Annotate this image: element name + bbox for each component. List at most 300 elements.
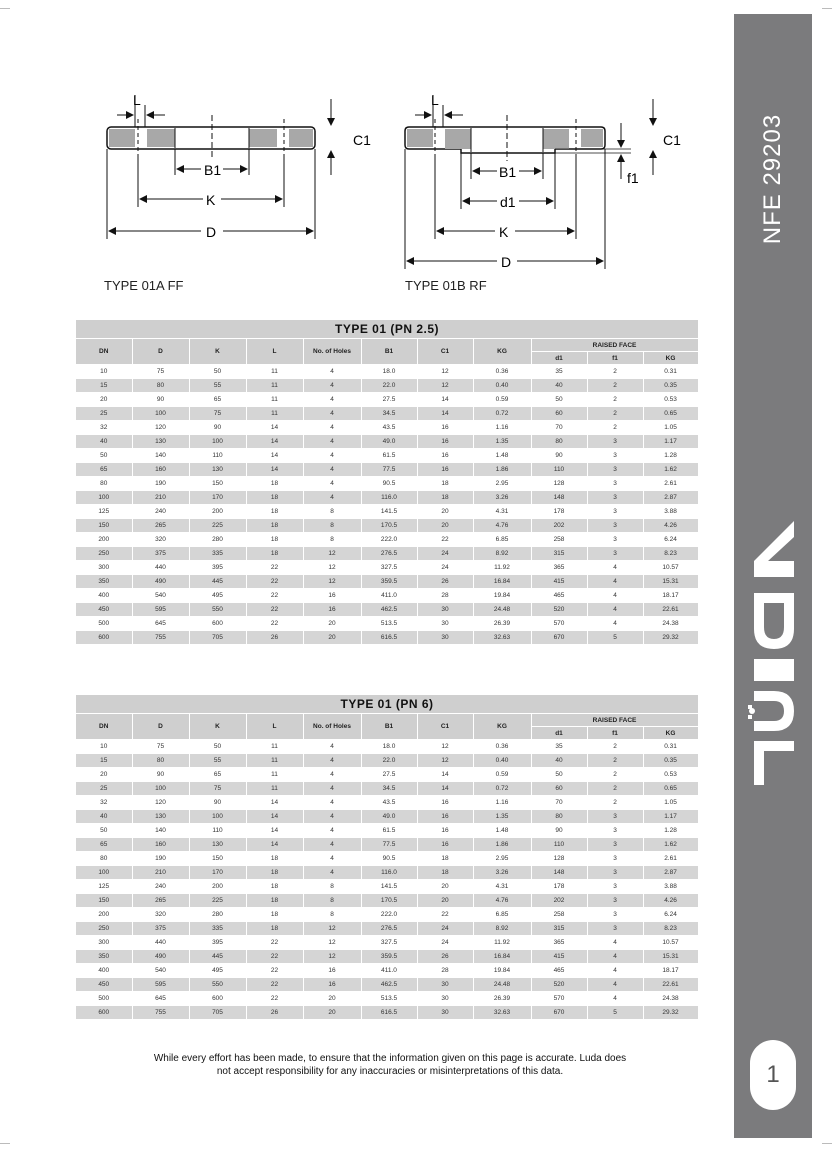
table-cell: 34.5 bbox=[361, 407, 417, 421]
table-cell: 16 bbox=[417, 463, 473, 477]
table-cell: 18 bbox=[417, 477, 473, 491]
col-header: d1 bbox=[531, 727, 587, 740]
table-cell: 18 bbox=[246, 866, 303, 880]
table-cell: 225 bbox=[189, 894, 246, 908]
table-cell: 1.35 bbox=[473, 435, 531, 449]
table-cell: 16 bbox=[417, 810, 473, 824]
table-cell: 8 bbox=[303, 533, 361, 547]
table-cell: 8 bbox=[303, 519, 361, 533]
table-cell: 10.57 bbox=[643, 561, 698, 575]
table-cell: 18 bbox=[417, 491, 473, 505]
table-cell: 19.84 bbox=[473, 589, 531, 603]
table-cell: 222.0 bbox=[361, 533, 417, 547]
table-cell: 100 bbox=[76, 491, 132, 505]
table-cell: 16 bbox=[417, 796, 473, 810]
table-cell: 2 bbox=[587, 365, 643, 379]
svg-text:D: D bbox=[206, 224, 217, 240]
table-cell: 570 bbox=[531, 992, 587, 1006]
table-cell: 100 bbox=[132, 782, 189, 796]
table-row bbox=[76, 519, 698, 533]
table-cell: 3 bbox=[587, 866, 643, 880]
table-cell: 100 bbox=[189, 810, 246, 824]
table-cell: 100 bbox=[76, 866, 132, 880]
table-cell: 26 bbox=[417, 575, 473, 589]
table-cell: 222.0 bbox=[361, 908, 417, 922]
table-cell: 3.88 bbox=[643, 880, 698, 894]
table-cell: 3 bbox=[587, 810, 643, 824]
svg-text:D: D bbox=[501, 254, 512, 270]
table-row bbox=[76, 477, 698, 491]
table-cell: 18 bbox=[417, 866, 473, 880]
table-cell: 22.61 bbox=[643, 603, 698, 617]
table-row bbox=[76, 575, 698, 589]
table-cell: 0.35 bbox=[643, 379, 698, 393]
table-cell: 4 bbox=[303, 491, 361, 505]
table-cell: 250 bbox=[76, 547, 132, 561]
table-cell: 190 bbox=[132, 852, 189, 866]
table-cell: 2.95 bbox=[473, 477, 531, 491]
table-cell: 40 bbox=[531, 379, 587, 393]
table-cell: 4.31 bbox=[473, 505, 531, 519]
table-cell: 116.0 bbox=[361, 866, 417, 880]
table-cell: 645 bbox=[132, 617, 189, 631]
table-cell: 141.5 bbox=[361, 505, 417, 519]
table-row bbox=[76, 533, 698, 547]
table-cell: 500 bbox=[76, 617, 132, 631]
table-cell: 14 bbox=[246, 463, 303, 477]
table-cell: 20 bbox=[303, 631, 361, 645]
col-header: KG bbox=[643, 352, 698, 365]
table-cell: 2 bbox=[587, 782, 643, 796]
table-cell: 11 bbox=[246, 782, 303, 796]
table-cell: 50 bbox=[76, 824, 132, 838]
table-row bbox=[76, 421, 698, 435]
table-cell: 365 bbox=[531, 561, 587, 575]
table-row bbox=[76, 617, 698, 631]
table-cell: 12 bbox=[417, 740, 473, 754]
table-cell: 0.72 bbox=[473, 407, 531, 421]
svg-text:K: K bbox=[206, 192, 216, 208]
table-cell: 11 bbox=[246, 768, 303, 782]
table-cell: 670 bbox=[531, 631, 587, 645]
table-cell: 160 bbox=[132, 463, 189, 477]
table-row bbox=[76, 894, 698, 908]
table-cell: 12 bbox=[303, 922, 361, 936]
table-cell: 16 bbox=[303, 964, 361, 978]
table-cell: 16 bbox=[417, 824, 473, 838]
table-row bbox=[76, 992, 698, 1006]
table-cell: 3 bbox=[587, 908, 643, 922]
table-cell: 365 bbox=[531, 936, 587, 950]
table-cell: 202 bbox=[531, 894, 587, 908]
table-title: TYPE 01 (PN 6) bbox=[76, 695, 698, 714]
table-cell: 25 bbox=[76, 782, 132, 796]
table-cell: 8 bbox=[303, 894, 361, 908]
disclaimer-line: While every effort has been made, to ensure that the information given on this page is accurate. Luda does bbox=[153, 1053, 627, 1064]
table-cell: 6.24 bbox=[643, 533, 698, 547]
table-cell: 24.48 bbox=[473, 978, 531, 992]
table-cell: 26 bbox=[246, 1006, 303, 1020]
table-cell: 3 bbox=[587, 824, 643, 838]
table-cell: 4 bbox=[303, 866, 361, 880]
table-cell: 4 bbox=[587, 575, 643, 589]
table-cell: 18 bbox=[246, 922, 303, 936]
table-cell: 22 bbox=[246, 950, 303, 964]
col-header: KG bbox=[473, 339, 531, 365]
table-row bbox=[76, 768, 698, 782]
table-cell: 450 bbox=[76, 603, 132, 617]
table-cell: 1.16 bbox=[473, 421, 531, 435]
table-row bbox=[76, 852, 698, 866]
svg-text:K: K bbox=[499, 224, 509, 240]
table-cell: 32 bbox=[76, 421, 132, 435]
table-row bbox=[76, 866, 698, 880]
table-cell: 4 bbox=[303, 782, 361, 796]
table-cell: 12 bbox=[303, 936, 361, 950]
table-cell: 20 bbox=[417, 519, 473, 533]
table-cell: 705 bbox=[189, 631, 246, 645]
table-cell: 11 bbox=[246, 379, 303, 393]
table-cell: 411.0 bbox=[361, 589, 417, 603]
table-cell: 513.5 bbox=[361, 992, 417, 1006]
table-cell: 1.86 bbox=[473, 463, 531, 477]
table-cell: 4 bbox=[303, 740, 361, 754]
table-cell: 18 bbox=[246, 477, 303, 491]
table-cell: 80 bbox=[132, 379, 189, 393]
table-cell: 3 bbox=[587, 852, 643, 866]
table-cell: 3 bbox=[587, 435, 643, 449]
table-cell: 18 bbox=[246, 533, 303, 547]
table-cell: 11 bbox=[246, 393, 303, 407]
table-cell: 22.61 bbox=[643, 978, 698, 992]
table-cell: 4 bbox=[303, 754, 361, 768]
table-cell: 1.05 bbox=[643, 796, 698, 810]
table-cell: 18 bbox=[417, 852, 473, 866]
table-cell: 130 bbox=[189, 838, 246, 852]
col-header: K bbox=[189, 339, 246, 365]
table-cell: 80 bbox=[531, 435, 587, 449]
table-cell: 75 bbox=[132, 740, 189, 754]
table-cell: 20 bbox=[76, 393, 132, 407]
table-cell: 4.76 bbox=[473, 894, 531, 908]
table-cell: 18.17 bbox=[643, 964, 698, 978]
table-cell: 90 bbox=[189, 421, 246, 435]
table-cell: 2 bbox=[587, 407, 643, 421]
table-cell: 2.61 bbox=[643, 477, 698, 491]
col-header: f1 bbox=[587, 352, 643, 365]
table-cell: 43.5 bbox=[361, 796, 417, 810]
table-cell: 315 bbox=[531, 922, 587, 936]
table-cell: 140 bbox=[132, 449, 189, 463]
table-cell: 4 bbox=[303, 393, 361, 407]
table-cell: 8.23 bbox=[643, 922, 698, 936]
table-cell: 150 bbox=[76, 519, 132, 533]
table-cell: 28 bbox=[417, 589, 473, 603]
table-cell: 150 bbox=[76, 894, 132, 908]
table-cell: 8.92 bbox=[473, 547, 531, 561]
crop-mark bbox=[0, 8, 10, 9]
table-cell: 40 bbox=[76, 435, 132, 449]
table-cell: 24 bbox=[417, 547, 473, 561]
table-cell: 12 bbox=[303, 575, 361, 589]
table-cell: 22 bbox=[246, 603, 303, 617]
table-cell: 8 bbox=[303, 908, 361, 922]
table-cell: 2 bbox=[587, 379, 643, 393]
table-cell: 14 bbox=[246, 838, 303, 852]
table-cell: 335 bbox=[189, 547, 246, 561]
table-cell: 70 bbox=[531, 796, 587, 810]
type-01a-label: TYPE 01A FF bbox=[104, 278, 184, 293]
table-cell: 4 bbox=[303, 379, 361, 393]
table-cell: 350 bbox=[76, 575, 132, 589]
table-cell: 250 bbox=[76, 922, 132, 936]
table-row bbox=[76, 589, 698, 603]
table-row bbox=[76, 908, 698, 922]
table-cell: 415 bbox=[531, 950, 587, 964]
table-cell: 32 bbox=[76, 796, 132, 810]
table-cell: 4 bbox=[303, 435, 361, 449]
table-cell: 14 bbox=[246, 824, 303, 838]
table-row bbox=[76, 393, 698, 407]
table-cell: 520 bbox=[531, 603, 587, 617]
svg-text:L: L bbox=[431, 92, 439, 108]
table-cell: 60 bbox=[531, 407, 587, 421]
disclaimer bbox=[130, 1052, 650, 1078]
table-cell: 2 bbox=[587, 740, 643, 754]
table-title: TYPE 01 (PN 2.5) bbox=[76, 320, 698, 339]
table-cell: 0.40 bbox=[473, 379, 531, 393]
table-cell: 490 bbox=[132, 950, 189, 964]
table-cell: 300 bbox=[76, 561, 132, 575]
table-cell: 90.5 bbox=[361, 477, 417, 491]
table-cell: 6.85 bbox=[473, 908, 531, 922]
table-cell: 40 bbox=[531, 754, 587, 768]
table-cell: 24.38 bbox=[643, 617, 698, 631]
table-cell: 22 bbox=[246, 992, 303, 1006]
table-cell: 4 bbox=[587, 617, 643, 631]
table-cell: 400 bbox=[76, 964, 132, 978]
standard-title bbox=[734, 14, 812, 264]
table-cell: 3 bbox=[587, 547, 643, 561]
table-cell: 4 bbox=[303, 838, 361, 852]
table-cell: 22 bbox=[246, 589, 303, 603]
table-cell: 30 bbox=[417, 978, 473, 992]
table-cell: 75 bbox=[132, 365, 189, 379]
table-cell: 280 bbox=[189, 908, 246, 922]
table-cell: 12 bbox=[303, 547, 361, 561]
table-cell: 2.61 bbox=[643, 852, 698, 866]
table-cell: 350 bbox=[76, 950, 132, 964]
table-cell: 116.0 bbox=[361, 491, 417, 505]
table-cell: 200 bbox=[189, 505, 246, 519]
table-cell: 30 bbox=[417, 992, 473, 1006]
table-cell: 258 bbox=[531, 533, 587, 547]
table-cell: 3 bbox=[587, 533, 643, 547]
table-cell: 4 bbox=[303, 449, 361, 463]
luda-logo bbox=[748, 496, 800, 789]
table-cell: 645 bbox=[132, 992, 189, 1006]
table-cell: 30 bbox=[417, 1006, 473, 1020]
table-cell: 2.95 bbox=[473, 852, 531, 866]
table-cell: 49.0 bbox=[361, 810, 417, 824]
table-cell: 15.31 bbox=[643, 950, 698, 964]
logo-text: LÜDA bbox=[748, 496, 791, 513]
table-cell: 395 bbox=[189, 936, 246, 950]
table-cell: 25 bbox=[76, 407, 132, 421]
table-cell: 50 bbox=[531, 393, 587, 407]
table-cell: 600 bbox=[189, 617, 246, 631]
table-cell: 465 bbox=[531, 589, 587, 603]
table-cell: 4 bbox=[587, 950, 643, 964]
type-01b-label: TYPE 01B RF bbox=[405, 278, 487, 293]
table-cell: 90 bbox=[531, 824, 587, 838]
table-row bbox=[76, 547, 698, 561]
table-cell: 3 bbox=[587, 894, 643, 908]
table-cell: 148 bbox=[531, 866, 587, 880]
table-cell: 225 bbox=[189, 519, 246, 533]
table-cell: 411.0 bbox=[361, 964, 417, 978]
table-cell: 160 bbox=[132, 838, 189, 852]
table-cell: 4.26 bbox=[643, 894, 698, 908]
table-cell: 400 bbox=[76, 589, 132, 603]
table-cell: 2 bbox=[587, 393, 643, 407]
table-cell: 16.84 bbox=[473, 950, 531, 964]
table-cell: 75 bbox=[189, 407, 246, 421]
table-cell: 5 bbox=[587, 1006, 643, 1020]
standard-title-text: NFE 29203 bbox=[759, 113, 786, 245]
table-cell: 375 bbox=[132, 547, 189, 561]
table-row bbox=[76, 978, 698, 992]
table-cell: 43.5 bbox=[361, 421, 417, 435]
table-cell: 3.26 bbox=[473, 866, 531, 880]
table-row bbox=[76, 561, 698, 575]
table-cell: 18 bbox=[246, 852, 303, 866]
table-cell: 20 bbox=[417, 505, 473, 519]
table-cell: 300 bbox=[76, 936, 132, 950]
table-row bbox=[76, 740, 698, 754]
svg-text:B1: B1 bbox=[499, 164, 517, 180]
table-cell: 14 bbox=[246, 449, 303, 463]
table-row bbox=[76, 782, 698, 796]
table-cell: 359.5 bbox=[361, 950, 417, 964]
table-cell: 4 bbox=[587, 992, 643, 1006]
table-cell: 265 bbox=[132, 894, 189, 908]
table-cell: 30 bbox=[417, 603, 473, 617]
table-cell: 0.53 bbox=[643, 768, 698, 782]
table-cell: 77.5 bbox=[361, 838, 417, 852]
table-cell: 30 bbox=[417, 631, 473, 645]
table-cell: 4 bbox=[587, 561, 643, 575]
table-cell: 128 bbox=[531, 477, 587, 491]
table-cell: 170 bbox=[189, 866, 246, 880]
table-cell: 3 bbox=[587, 922, 643, 936]
table-cell: 110 bbox=[531, 463, 587, 477]
table-cell: 0.36 bbox=[473, 365, 531, 379]
table-cell: 90 bbox=[132, 393, 189, 407]
table-cell: 18 bbox=[246, 894, 303, 908]
col-header: K bbox=[189, 714, 246, 740]
table-cell: 170.5 bbox=[361, 519, 417, 533]
table-cell: 22.0 bbox=[361, 754, 417, 768]
table-cell: 320 bbox=[132, 908, 189, 922]
table-row bbox=[76, 810, 698, 824]
table-cell: 29.32 bbox=[643, 631, 698, 645]
table-cell: 150 bbox=[189, 477, 246, 491]
table-cell: 4 bbox=[303, 477, 361, 491]
table-cell: 22 bbox=[417, 533, 473, 547]
table-cell: 18.0 bbox=[361, 365, 417, 379]
table-cell: 28 bbox=[417, 964, 473, 978]
col-header: d1 bbox=[531, 352, 587, 365]
table-cell: 4.31 bbox=[473, 880, 531, 894]
table-cell: 26.39 bbox=[473, 992, 531, 1006]
table-cell: 375 bbox=[132, 922, 189, 936]
table-cell: 462.5 bbox=[361, 978, 417, 992]
table-cell: 24 bbox=[417, 922, 473, 936]
table-cell: 18 bbox=[246, 547, 303, 561]
col-header: C1 bbox=[417, 339, 473, 365]
table-cell: 170.5 bbox=[361, 894, 417, 908]
table-cell: 315 bbox=[531, 547, 587, 561]
table-pn-6 bbox=[76, 695, 698, 1020]
table-cell: 130 bbox=[189, 463, 246, 477]
col-header: B1 bbox=[361, 339, 417, 365]
table-cell: 550 bbox=[189, 978, 246, 992]
table-cell: 50 bbox=[189, 740, 246, 754]
table-cell: 670 bbox=[531, 1006, 587, 1020]
table-cell: 20 bbox=[76, 768, 132, 782]
table-cell: 16 bbox=[303, 978, 361, 992]
table-cell: 4 bbox=[587, 936, 643, 950]
table-cell: 320 bbox=[132, 533, 189, 547]
table-cell: 22 bbox=[417, 908, 473, 922]
table-cell: 265 bbox=[132, 519, 189, 533]
table-cell: 12 bbox=[417, 379, 473, 393]
table-cell: 55 bbox=[189, 379, 246, 393]
table-row bbox=[76, 922, 698, 936]
table-cell: 4.76 bbox=[473, 519, 531, 533]
table-body bbox=[76, 740, 698, 1020]
table-cell: 20 bbox=[303, 1006, 361, 1020]
table-cell: 5 bbox=[587, 631, 643, 645]
table-cell: 10.57 bbox=[643, 936, 698, 950]
table-cell: 6.85 bbox=[473, 533, 531, 547]
disclaimer-line: not accept responsibility for any inaccuracies or misinterpretations of this data. bbox=[216, 1066, 564, 1077]
sidebar bbox=[734, 14, 812, 1138]
table-cell: 520 bbox=[531, 978, 587, 992]
table-cell: 755 bbox=[132, 1006, 189, 1020]
table-cell: 80 bbox=[531, 810, 587, 824]
table-cell: 32.63 bbox=[473, 1006, 531, 1020]
table-cell: 1.48 bbox=[473, 824, 531, 838]
table-cell: 616.5 bbox=[361, 631, 417, 645]
table-cell: 8.92 bbox=[473, 922, 531, 936]
table-cell: 30 bbox=[417, 617, 473, 631]
data-table bbox=[76, 695, 699, 1020]
table-cell: 12 bbox=[417, 754, 473, 768]
table-body bbox=[76, 365, 698, 645]
table-cell: 465 bbox=[531, 964, 587, 978]
table-cell: 12 bbox=[303, 950, 361, 964]
table-cell: 395 bbox=[189, 561, 246, 575]
table-cell: 540 bbox=[132, 964, 189, 978]
table-cell: 12 bbox=[417, 365, 473, 379]
table-cell: 1.62 bbox=[643, 463, 698, 477]
table-cell: 445 bbox=[189, 950, 246, 964]
table-cell: 1.35 bbox=[473, 810, 531, 824]
table-cell: 3 bbox=[587, 505, 643, 519]
table-cell: 11.92 bbox=[473, 561, 531, 575]
